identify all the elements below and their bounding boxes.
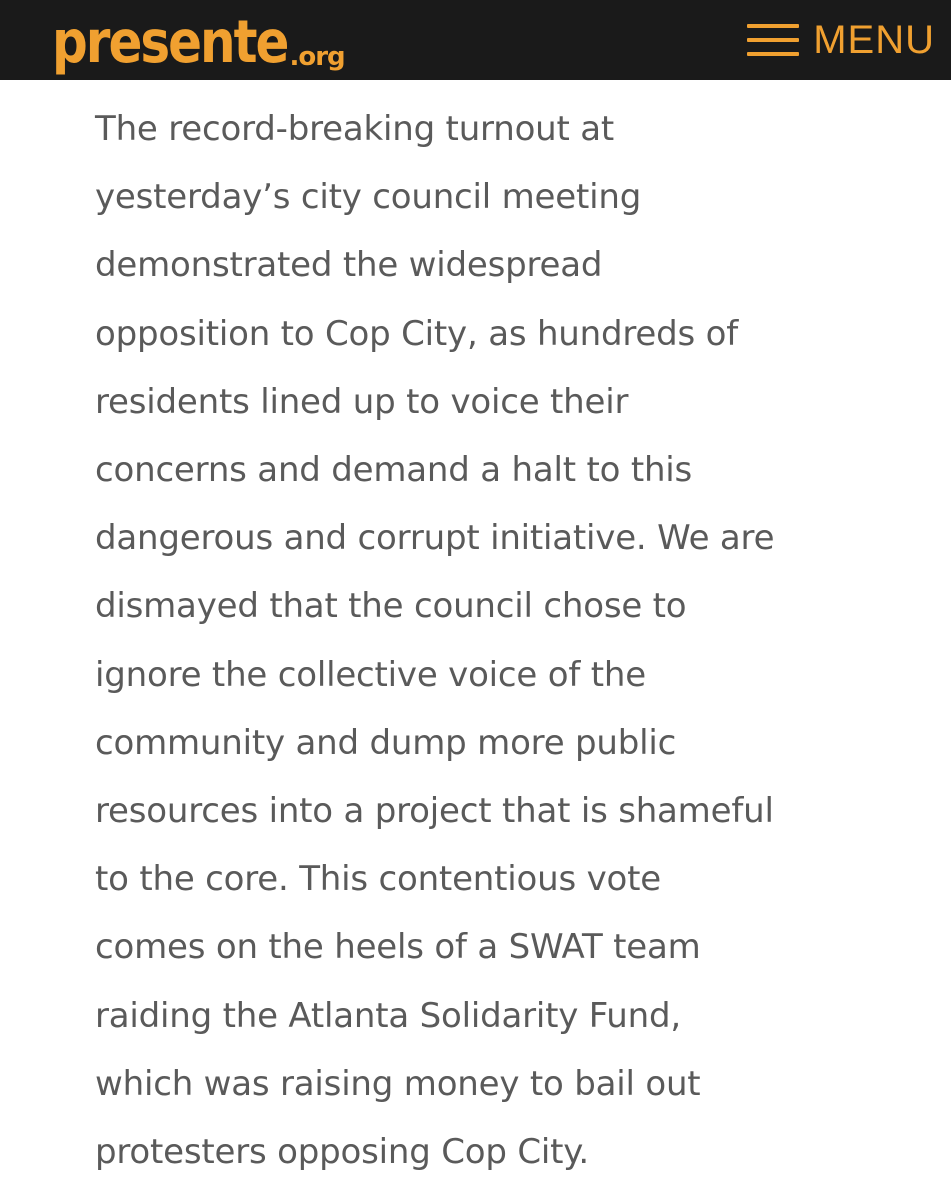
paragraph-line: concerns and demand a halt to this [95,450,693,491]
paragraph-line: protesters opposing Cop City. [95,1132,589,1173]
logo-wordmark: presente [52,7,288,77]
paragraph-line: The record-breaking turnout at [95,109,615,149]
paragraph-line: demonstrated the widespread [95,245,603,286]
logo-domain-suffix: .org [289,42,345,72]
paragraph-line: comes on the heels of a SWAT team [95,927,701,968]
menu-label: MENU [813,18,935,62]
paragraph-line: residents lined up to voice their [95,381,629,422]
paragraph-line: which was raising money to bail out [95,1063,701,1104]
paragraph-line: to the core. This contentious vote [95,859,661,900]
paragraph-line: raiding the Atlanta Solidarity Fund, [95,995,681,1036]
paragraph-line: resources into a project that is shameful [95,791,774,832]
menu-button[interactable] [747,12,935,68]
site-logo[interactable] [52,4,345,77]
site-header [0,0,951,80]
paragraph-line: dismayed that the council chose to [95,586,687,627]
article-body [95,95,895,1186]
paragraph-line: ignore the collective voice of the [95,654,646,695]
paragraph-line: dangerous and corrupt initiative. We are [95,518,775,559]
paragraph-line: opposition to Cop City, as hundreds of [95,313,738,354]
paragraph-line: yesterday’s city council meeting [95,177,642,218]
hamburger-menu-icon [747,24,799,56]
article-paragraph [95,95,895,1186]
paragraph-line: community and dump more public [95,722,677,763]
